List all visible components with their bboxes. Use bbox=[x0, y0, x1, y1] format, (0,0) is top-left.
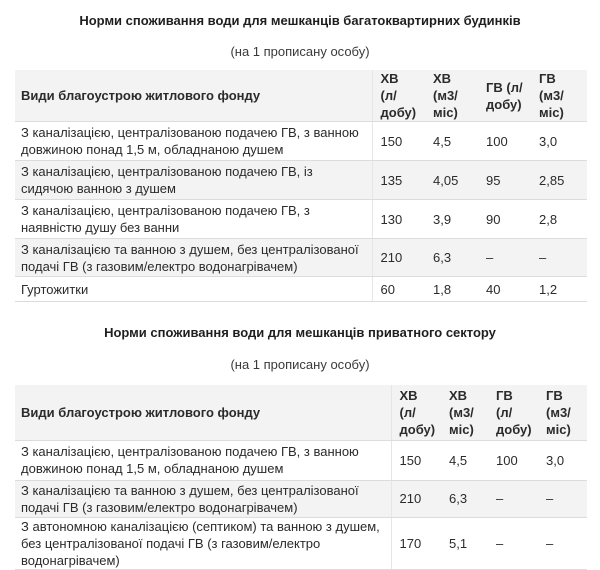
table-row bbox=[15, 517, 587, 569]
table-row bbox=[15, 239, 587, 277]
table-cell: 3,0 bbox=[531, 122, 587, 161]
table-cell: 40 bbox=[478, 277, 531, 302]
table-cell: 4,5 bbox=[425, 122, 478, 161]
section-2-subtitle: (на 1 прописану особу) bbox=[230, 357, 370, 372]
column-header: ХВ (л/добу) bbox=[391, 385, 441, 440]
section-1-subtitle: (на 1 прописану особу) bbox=[230, 44, 370, 59]
table-cell: Гуртожитки bbox=[15, 277, 372, 302]
column-header: ГВ (м3/міс) bbox=[538, 385, 587, 440]
table-cell: З каналізацією, централізованою подачею ГВ, із сидячою ванною з душем bbox=[15, 161, 372, 200]
table-cell: 150 bbox=[372, 122, 425, 161]
table-cell: – bbox=[478, 239, 531, 277]
table-cell: 210 bbox=[372, 239, 425, 277]
table-cell: З каналізацією, централізованою подачею ГВ, з наявністю душу без ванни bbox=[15, 200, 372, 239]
column-header: Види благоустрою житлового фонду bbox=[15, 70, 372, 122]
table-cell: – bbox=[538, 517, 587, 569]
table-cell: 4,05 bbox=[425, 161, 478, 200]
table-cell: 135 bbox=[372, 161, 425, 200]
table-2-header bbox=[15, 385, 587, 440]
table-cell: 2,85 bbox=[531, 161, 587, 200]
section-2-title: Норми споживання води для мешканців приватного сектору bbox=[104, 325, 496, 340]
table-cell: 130 bbox=[372, 200, 425, 239]
table-cell: 150 bbox=[391, 440, 441, 480]
column-header: ХВ (л/добу) bbox=[372, 70, 425, 122]
section-1-title: Норми споживання води для мешканців багатоквартирних будинків bbox=[79, 13, 521, 28]
table-cell: 1,2 bbox=[531, 277, 587, 302]
table-row bbox=[15, 440, 587, 480]
table-cell: 90 bbox=[478, 200, 531, 239]
table-row bbox=[15, 200, 587, 239]
table-cell: – bbox=[531, 239, 587, 277]
table-cell: 6,3 bbox=[441, 480, 488, 517]
table-cell: 100 bbox=[488, 440, 538, 480]
table-row bbox=[15, 122, 587, 161]
column-header: ГВ (л/добу) bbox=[478, 70, 531, 122]
table-row bbox=[15, 277, 587, 302]
table-cell: З каналізацією, централізованою подачею ГВ, з ванною довжиною понад 1,5 м, обладнаною душем bbox=[15, 122, 372, 161]
table-cell: – bbox=[488, 480, 538, 517]
table-cell: З каналізацією та ванною з душем, без централізованої подачі ГВ (з газовим/електро водонагрівачем) bbox=[15, 480, 391, 517]
table-cell: – bbox=[538, 480, 587, 517]
table-cell: 170 bbox=[391, 517, 441, 569]
table-1 bbox=[15, 70, 587, 302]
table-cell: – bbox=[488, 517, 538, 569]
table-cell: 6,3 bbox=[425, 239, 478, 277]
table-2 bbox=[15, 385, 587, 570]
table-row bbox=[15, 480, 587, 517]
column-header: ГВ (л/добу) bbox=[488, 385, 538, 440]
column-header: ХВ (м3/міс) bbox=[441, 385, 488, 440]
table-cell: 60 bbox=[372, 277, 425, 302]
column-header: Види благоустрою житлового фонду bbox=[15, 385, 391, 440]
table-cell: 1,8 bbox=[425, 277, 478, 302]
table-cell: З автономною каналізацією (септиком) та ванною з душем, без централізованої подачі ГВ (з газовим/електро водонагрівачем) bbox=[15, 517, 391, 569]
table-cell: 3,9 bbox=[425, 200, 478, 239]
table-cell: 2,8 bbox=[531, 200, 587, 239]
table-cell: 5,1 bbox=[441, 517, 488, 569]
table-1-header bbox=[15, 70, 587, 122]
table-cell: 210 bbox=[391, 480, 441, 517]
table-cell: 95 bbox=[478, 161, 531, 200]
table-cell: 3,0 bbox=[538, 440, 587, 480]
table-cell: 100 bbox=[478, 122, 531, 161]
column-header: ХВ (м3/міс) bbox=[425, 70, 478, 122]
table-row bbox=[15, 161, 587, 200]
column-header: ГВ (м3/міс) bbox=[531, 70, 587, 122]
table-cell: 4,5 bbox=[441, 440, 488, 480]
table-cell: З каналізацією та ванною з душем, без централізованої подачі ГВ (з газовим/електро водонагрівачем) bbox=[15, 239, 372, 277]
table-cell: З каналізацією, централізованою подачею ГВ, з ванною довжиною понад 1,5 м, обладнаною душем bbox=[15, 440, 391, 480]
